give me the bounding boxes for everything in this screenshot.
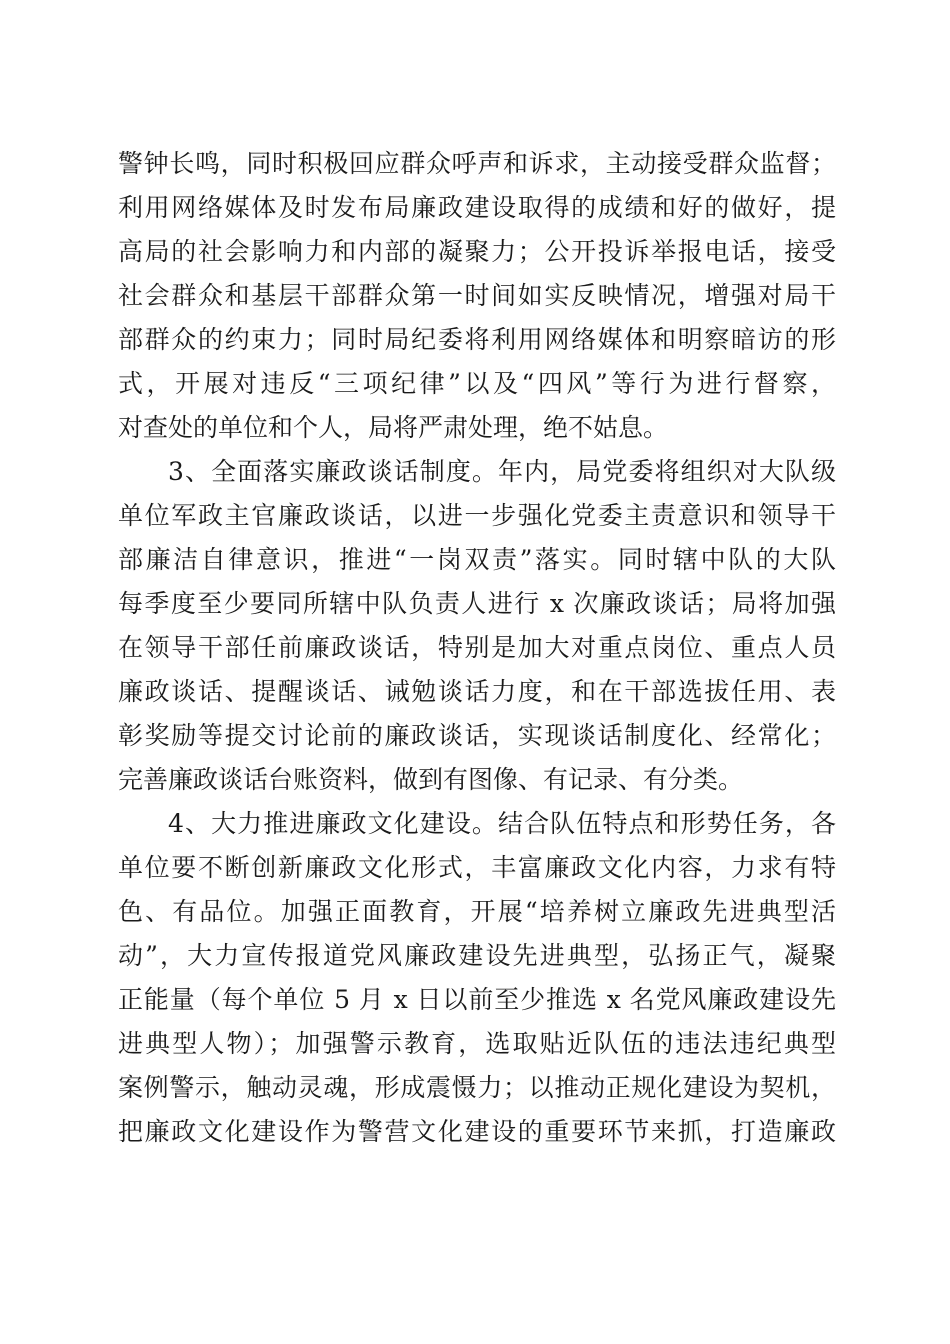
text-line: 廉政谈话、提醒谈话、诫勉谈话力度，和在干部选拔任用、表 [118,677,836,706]
text-line: 进典型人物）；加强警示教育，选取贴近队伍的违法违纪典型 [118,1029,836,1058]
text-line: 警钟长鸣，同时积极回应群众呼声和诉求，主动接受群众监督； [118,149,836,178]
text-line: 利用网络媒体及时发布局廉政建设取得的成绩和好的做好，提 [118,193,836,222]
document-body [118,142,836,1154]
text-line: 在领导干部任前廉政谈话，特别是加大对重点岗位、重点人员 [118,633,836,662]
text-line: 彰奖励等提交讨论前的廉政谈话，实现谈话制度化、经常化； [118,721,836,750]
paragraph-4-heading-line: 4、大力推进廉政文化建设。结合队伍特点和形势任务，各 [168,809,836,838]
text-line: 每季度至少要同所辖中队负责人进行 x 次廉政谈话；局将加强 [118,589,836,618]
text-line: 把廉政文化建设作为警营文化建设的重要环节来抓，打造廉政 [118,1117,836,1146]
text-line: 对查处的单位和个人，局将严肃处理，绝不姑息。 [118,413,669,442]
text-line: 社会群众和基层干部群众第一时间如实反映情况，增强对局干 [118,281,836,310]
text-line: 部廉洁自律意识，推进“一岗双责”落实。同时辖中队的大队 [118,545,836,574]
paragraph-3-heading-line: 3、全面落实廉政谈话制度。年内，局党委将组织对大队级 [168,457,836,486]
text-line: 完善廉政谈话台账资料，做到有图像、有记录、有分类。 [118,765,744,794]
text-line: 单位军政主官廉政谈话，以进一步强化党委主责意识和领导干 [118,501,836,530]
text-line: 高局的社会影响力和内部的凝聚力；公开投诉举报电话，接受 [118,237,836,266]
text-line: 单位要不断创新廉政文化形式，丰富廉政文化内容，力求有特 [118,853,836,882]
text-line: 动”，大力宣传报道党风廉政建设先进典型，弘扬正气，凝聚 [118,941,836,970]
text-line: 正能量（每个单位 5 月 x 日以前至少推选 x 名党风廉政建设先 [118,985,836,1014]
text-line: 色、有品位。加强正面教育，开展“培养树立廉政先进典型活 [118,897,836,926]
text-line: 式，开展对违反“三项纪律”以及“四风”等行为进行督察， [118,369,836,398]
text-line: 部群众的约束力；同时局纪委将利用网络媒体和明察暗访的形 [118,325,836,354]
text-line: 案例警示，触动灵魂，形成震慑力；以推动正规化建设为契机， [118,1073,836,1102]
